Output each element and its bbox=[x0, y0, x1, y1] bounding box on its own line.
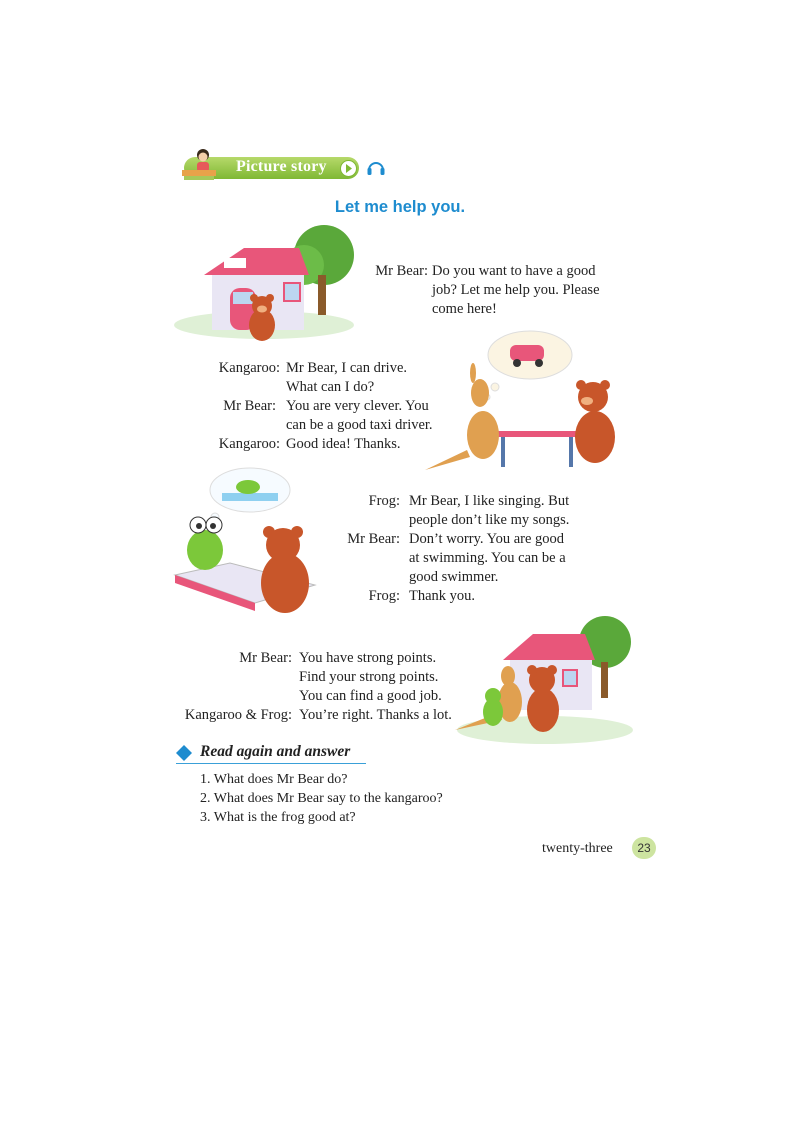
diamond-bullet-icon bbox=[176, 745, 192, 761]
section-banner bbox=[174, 153, 364, 181]
dialogue-line: at swimming. You can be a bbox=[409, 550, 566, 566]
dialogue-line: job? Let me help you. Please bbox=[432, 282, 600, 298]
dialogue-line: You’re right. Thanks a lot. bbox=[299, 707, 452, 723]
play-arrow-icon[interactable] bbox=[340, 160, 357, 177]
speaker-label: Mr Bear: bbox=[223, 398, 276, 414]
dialogue-line: You are very clever. You bbox=[286, 398, 429, 414]
question-item: 3. What is the frog good at? bbox=[200, 810, 356, 825]
dialogue-line: Don’t worry. You are good bbox=[409, 531, 565, 547]
dialogue-line: Do you want to have a good bbox=[432, 263, 596, 279]
read-again-title: Read again and answer bbox=[200, 743, 351, 760]
story-title: Let me help you. bbox=[334, 198, 466, 216]
scene-1-dialogue bbox=[0, 262, 800, 322]
speaker-label: Mr Bear: bbox=[375, 263, 428, 279]
speaker-label: Kangaroo: bbox=[218, 360, 280, 376]
dialogue-line: Thank you. bbox=[409, 588, 476, 604]
dialogue-line: What can I do? bbox=[286, 379, 375, 395]
dialogue-line: Mr Bear, I like singing. But bbox=[409, 493, 570, 509]
speaker-label: Kangaroo & Frog: bbox=[184, 707, 292, 723]
reading-girl-icon bbox=[174, 145, 222, 183]
speaker-label: Kangaroo: bbox=[218, 436, 280, 452]
dialogue-line: people don’t like my songs. bbox=[409, 512, 570, 528]
page-number-badge: 23 bbox=[632, 837, 656, 859]
dialogue-line: can be a good taxi driver. bbox=[286, 417, 433, 433]
question-item: 1. What does Mr Bear do? bbox=[200, 772, 348, 787]
dialogue-line: Good idea! Thanks. bbox=[286, 436, 401, 452]
scene-3-dialogue bbox=[0, 492, 800, 612]
section-underline bbox=[176, 763, 366, 764]
speaker-label: Mr Bear: bbox=[239, 650, 292, 666]
dialogue-line: good swimmer. bbox=[409, 569, 499, 585]
speaker-label: Frog: bbox=[368, 493, 400, 509]
headphones-icon[interactable] bbox=[366, 158, 386, 176]
question-item: 2. What does Mr Bear say to the kangaroo? bbox=[200, 791, 443, 806]
scene-2-dialogue bbox=[0, 359, 440, 459]
section-label: Picture story bbox=[236, 158, 327, 175]
speaker-label: Mr Bear: bbox=[347, 531, 400, 547]
dialogue-line: Mr Bear, I can drive. bbox=[286, 360, 408, 376]
page-number-words: twenty-three bbox=[542, 841, 613, 856]
speaker-label: Frog: bbox=[368, 588, 400, 604]
scene-2-illustration bbox=[425, 325, 625, 475]
dialogue-line: You can find a good job. bbox=[299, 688, 442, 704]
dialogue-line: come here! bbox=[432, 301, 497, 317]
dialogue-line: Find your strong points. bbox=[299, 669, 439, 685]
dialogue-line: You have strong points. bbox=[299, 650, 437, 666]
scene-4-dialogue bbox=[0, 649, 800, 729]
